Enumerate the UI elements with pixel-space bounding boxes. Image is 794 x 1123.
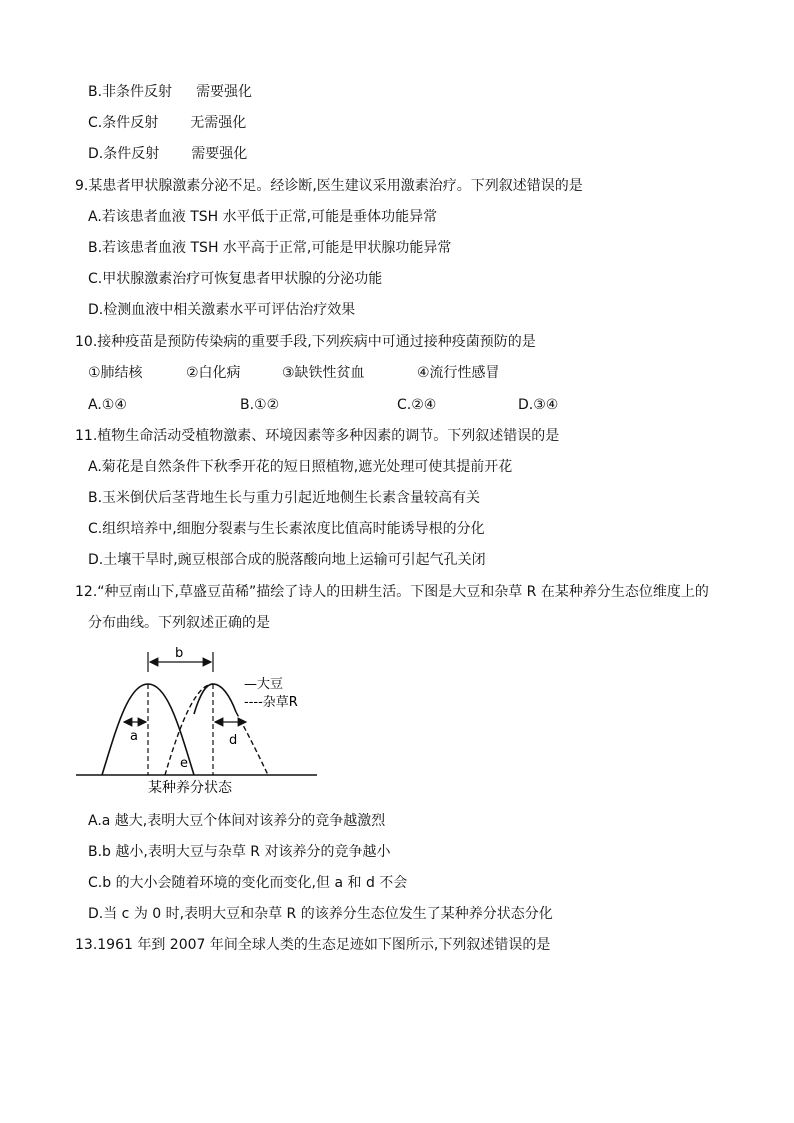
- q10-item-2: ②白化病: [186, 365, 241, 381]
- q11-option-a: A.菊花是自然条件下秋季开花的短日照植物,遮光处理可使其提前开花: [88, 459, 513, 475]
- q10-item-1: ①肺结核: [88, 365, 143, 381]
- q10-option-a: A.①④: [88, 397, 127, 413]
- figure-xlabel: 某种养分状态: [148, 780, 232, 796]
- q10-option-d: D.③④: [518, 397, 559, 413]
- q8-option-d: D.条件反射 需要强化: [88, 146, 248, 162]
- q10-item-3: ③缺铁性贫血: [282, 365, 365, 381]
- label-a: a: [130, 729, 138, 744]
- q12-option-a: A.a 越大,表明大豆个体间对该养分的竞争越激烈: [88, 813, 386, 829]
- q10-option-b: B.①②: [240, 397, 280, 413]
- q10-options: [88, 395, 558, 415]
- q10-items: [88, 363, 500, 383]
- label-d: d: [229, 733, 238, 748]
- label-e: e: [180, 756, 188, 771]
- q8-option-b: B.非条件反射 需要强化: [88, 84, 253, 100]
- q9-option-b: B.若该患者血液 TSH 水平高于正常,可能是甲状腺功能异常: [88, 240, 452, 256]
- q11-option-d: D.土壤干旱时,豌豆根部合成的脱落酸向地上运输可引起气孔关闭: [88, 552, 486, 568]
- q12-stem-line2: 分布曲线。下列叙述正确的是: [88, 615, 270, 631]
- q11-stem: 11.植物生命活动受植物激素、环境因素等多种因素的调节。下列叙述错误的是: [75, 428, 560, 444]
- q12-option-b: B.b 越小,表明大豆与杂草 R 对该养分的竞争越小: [88, 844, 391, 860]
- q12-option-d: D.当 c 为 0 时,表明大豆和杂草 R 的该养分生态位发生了某种养分状态分化: [88, 906, 553, 922]
- q9-option-c: C.甲状腺激素治疗可恢复患者甲状腺的分泌功能: [88, 271, 383, 287]
- legend-weed: ----杂草R: [244, 695, 298, 710]
- q11-option-b: B.玉米倒伏后茎背地生长与重力引起近地侧生长素含量较高有关: [88, 490, 481, 506]
- q13-stem: 13.1961 年到 2007 年间全球人类的生态足迹如下图所示,下列叙述错误的是: [75, 937, 551, 953]
- q12-option-c: C.b 的大小会随着环境的变化而变化,但 a 和 d 不会: [88, 875, 408, 891]
- legend-soybean: —大豆: [244, 677, 284, 692]
- niche-figure: [72, 642, 332, 802]
- q9-stem: 9.某患者甲状腺激素分泌不足。经诊断,医生建议采用激素治疗。下列叙述错误的是: [75, 178, 583, 194]
- q11-option-c: C.组织培养中,细胞分裂素与生长素浓度比值高时能诱导根的分化: [88, 521, 485, 537]
- q12-stem-line1: 12.“种豆南山下,草盛豆苗稀”描绘了诗人的田耕生活。下图是大豆和杂草 R 在某种养分生态位维度上的: [75, 584, 709, 600]
- q10-option-c: C.②④: [397, 397, 437, 413]
- q9-option-a: A.若该患者血液 TSH 水平低于正常,可能是垂体功能异常: [88, 209, 438, 225]
- weed-curve-peak: [194, 684, 236, 714]
- q9-option-d: D.检测血液中相关激素水平可评估治疗效果: [88, 302, 356, 318]
- label-b: b: [175, 646, 184, 661]
- q10-item-4: ④流行性感冒: [417, 365, 500, 381]
- q8-option-c: C.条件反射 无需强化: [88, 115, 247, 131]
- q10-stem: 10.接种疫苗是预防传染病的重要手段,下列疾病中可通过接种疫菌预防的是: [75, 334, 536, 350]
